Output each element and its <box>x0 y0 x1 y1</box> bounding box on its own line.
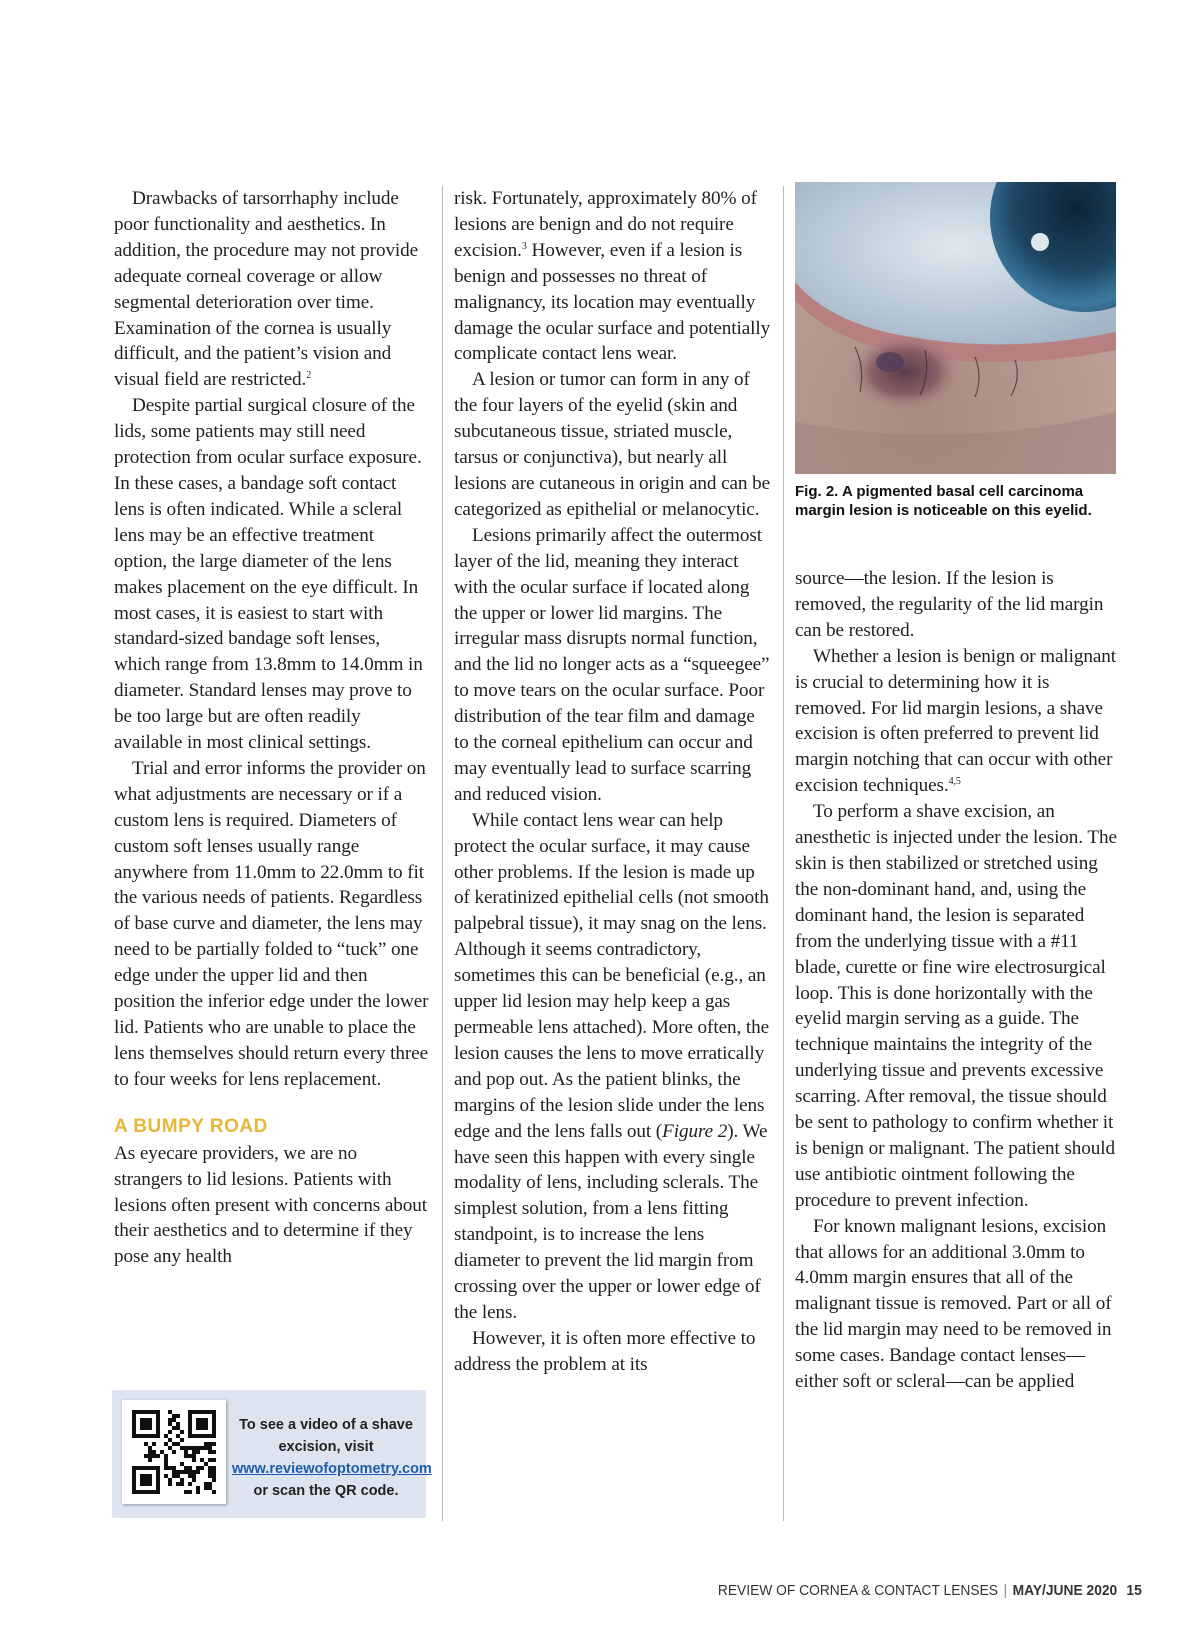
eyelid-photo-illustration <box>795 182 1116 474</box>
body-paragraph: Drawbacks of tarsorrhaphy include poor functionality and aesthetics. In addition, the procedure may not provide adequate corneal coverage or allow segmental deterioration over time. Examination of the cornea is usually difficult, and the patient’s vision and visual field are restricted.$^2$ <box>114 188 419 391</box>
body-paragraph: To perform a shave excision, an anesthetic is injected under the lesion. The skin is then stabilized or stretched using the non-dominant hand, and, using the dominant hand, the lesion is separated from the underlying tissue with a #11 blade, curette or fine wire electrosurgical loop. This is done horizontally with the eyelid margin serving as a guide. The technique maintains the integrity of the underlying tissue and prevents excessive scarring. After removal, the tissue should be sent to pathology to confirm whether it is benign or malignant. The patient should use antibiotic ointment following the procedure to prevent infection. <box>795 801 1117 1211</box>
body-paragraph: For known malignant lesions, excision that allows for an additional 3.0mm to 4.0mm margin ensures that all of the malignant tissue is removed. Part or all of the lid margin may need to be removed in some cases. Bandage contact lenses—either soft or scleral—can be applied <box>795 1215 1112 1393</box>
body-paragraph: However, it is often more effective to address the problem at its <box>454 1327 756 1375</box>
article-column-3 <box>795 566 1121 1395</box>
reference-superscript: 2 <box>306 370 312 382</box>
body-paragraph: source—the lesion. If the lesion is removed, the regularity of the lid margin can be restored. <box>795 568 1104 641</box>
section-subhead: A BUMPY ROAD <box>114 1115 268 1137</box>
body-paragraph: While contact lens wear can help protect the ocular surface, it may cause other problems. If the lesion is made up of keratinized epithelial cells (not smooth palpebral tissue), it may snag on the lens. Although it seems contradictory, sometimes this can be beneficial (e.g., an upper lid lesion may help keep a gas permeable lens attached). More often, the lesion causes the lens to move erratically and pop out. As the patient blinks, the margins of the lesion slide under the lens edge and the lens falls out (Figure 2). We have seen this happen with every single modality of lens, including sclerals. The simplest solution, from a lens fitting standpoint, is to increase the lens diameter to prevent the lid margin from crossing over the upper or lower edge of the lens. <box>454 809 770 1323</box>
body-paragraph: As eyecare providers, we are no strangers to lid lesions. Patients with lesions often present with concerns about their aesthetics and to determine if they pose any health <box>114 1142 427 1268</box>
reference-superscript: 3 <box>521 240 527 252</box>
qr-code-icon <box>132 1410 216 1494</box>
body-paragraph: Despite partial surgical closure of the lids, some patients may still need protection from ocular surface exposure. In these cases, a bandage soft contact lens is often indicated. While a scleral lens may be an effective treatment option, the large diameter of the lens makes placement on the eye difficult. In most cases, it is easiest to start with standard-sized bandage soft lenses, which range from 13.8mm to 14.0mm in diameter. Standard lenses may prove to be too large but are often readily available in most clinical settings. <box>114 395 423 754</box>
qr-callout-tail: or scan the QR code. <box>253 1483 399 1499</box>
qr-code[interactable] <box>122 1400 226 1504</box>
footer-separator: | <box>1003 1582 1008 1599</box>
page-number: 15 <box>1126 1582 1142 1599</box>
qr-callout-lead: To see a video of a shave excision, visit <box>239 1417 413 1455</box>
body-paragraph: A lesion or tumor can form in any of the four layers of the eyelid (skin and subcutaneous tissue, striated muscle, tarsus or conjunctiva), but nearly all lesions are cutaneous in origin and can be categorized as epithelial or melanocytic. <box>454 369 771 520</box>
eyelid-lesion-photo <box>795 182 1116 474</box>
body-paragraph: Trial and error informs the provider on what adjustments are necessary or if a custom lens is required. Diameters of custom soft lenses usually range anywhere from 11.0mm to 22.0mm to fit the various needs of patients. Regardless of base curve and diameter, the lens may need to be partially folded to “tuck” one edge under the upper lid and then position the inferior edge under the lower lid. Patients who are unable to place the lens themselves should return every three to four weeks for lens replacement. <box>114 757 429 1090</box>
article-column-1 <box>114 186 430 1270</box>
column-divider <box>442 186 443 1521</box>
body-paragraph: Whether a lesion is benign or malignant is crucial to determining how it is removed. For lid margin lesions, a shave excision is often preferred to prevent lid margin notching that can occur with other excision techniques.$^{4,5}$ <box>795 645 1117 797</box>
article-column-2 <box>454 186 774 1378</box>
qr-callout-text <box>232 1414 432 1502</box>
website-link[interactable]: www.reviewofoptometry.com <box>232 1461 432 1477</box>
qr-callout-box <box>112 1390 432 1518</box>
reference-superscript: 4,5 <box>948 776 961 788</box>
body-paragraph: risk. Fortunately, approximately 80% of lesions are benign and do not require excision.$^3$ However, even if a lesion is benign and possesses no threat of malignancy, its location may eventually damage the ocular surface and potentially complicate contact lens wear. <box>454 188 771 365</box>
publication-name: REVIEW OF CORNEA & CONTACT LENSES <box>718 1582 999 1599</box>
figure-caption: Fig. 2. A pigmented basal cell carcinoma margin lesion is noticeable on this eyelid. <box>795 483 1092 519</box>
issue-date: MAY/JUNE 2020 <box>1012 1582 1118 1599</box>
figure-reference: Figure 2 <box>662 1120 728 1142</box>
body-paragraph: Lesions primarily affect the outermost layer of the lid, meaning they interact with the ocular surface if located along the upper or lower lid margins. The irregular mass disrupts normal function, and the lid no longer acts as a “squeegee” to move tears on the ocular surface. Poor distribution of the tear film and damage to the corneal epithelium can occur and may eventually lead to surface scarring and reduced vision. <box>454 524 770 805</box>
page-footer <box>718 1582 1142 1599</box>
column-divider <box>783 186 784 1521</box>
